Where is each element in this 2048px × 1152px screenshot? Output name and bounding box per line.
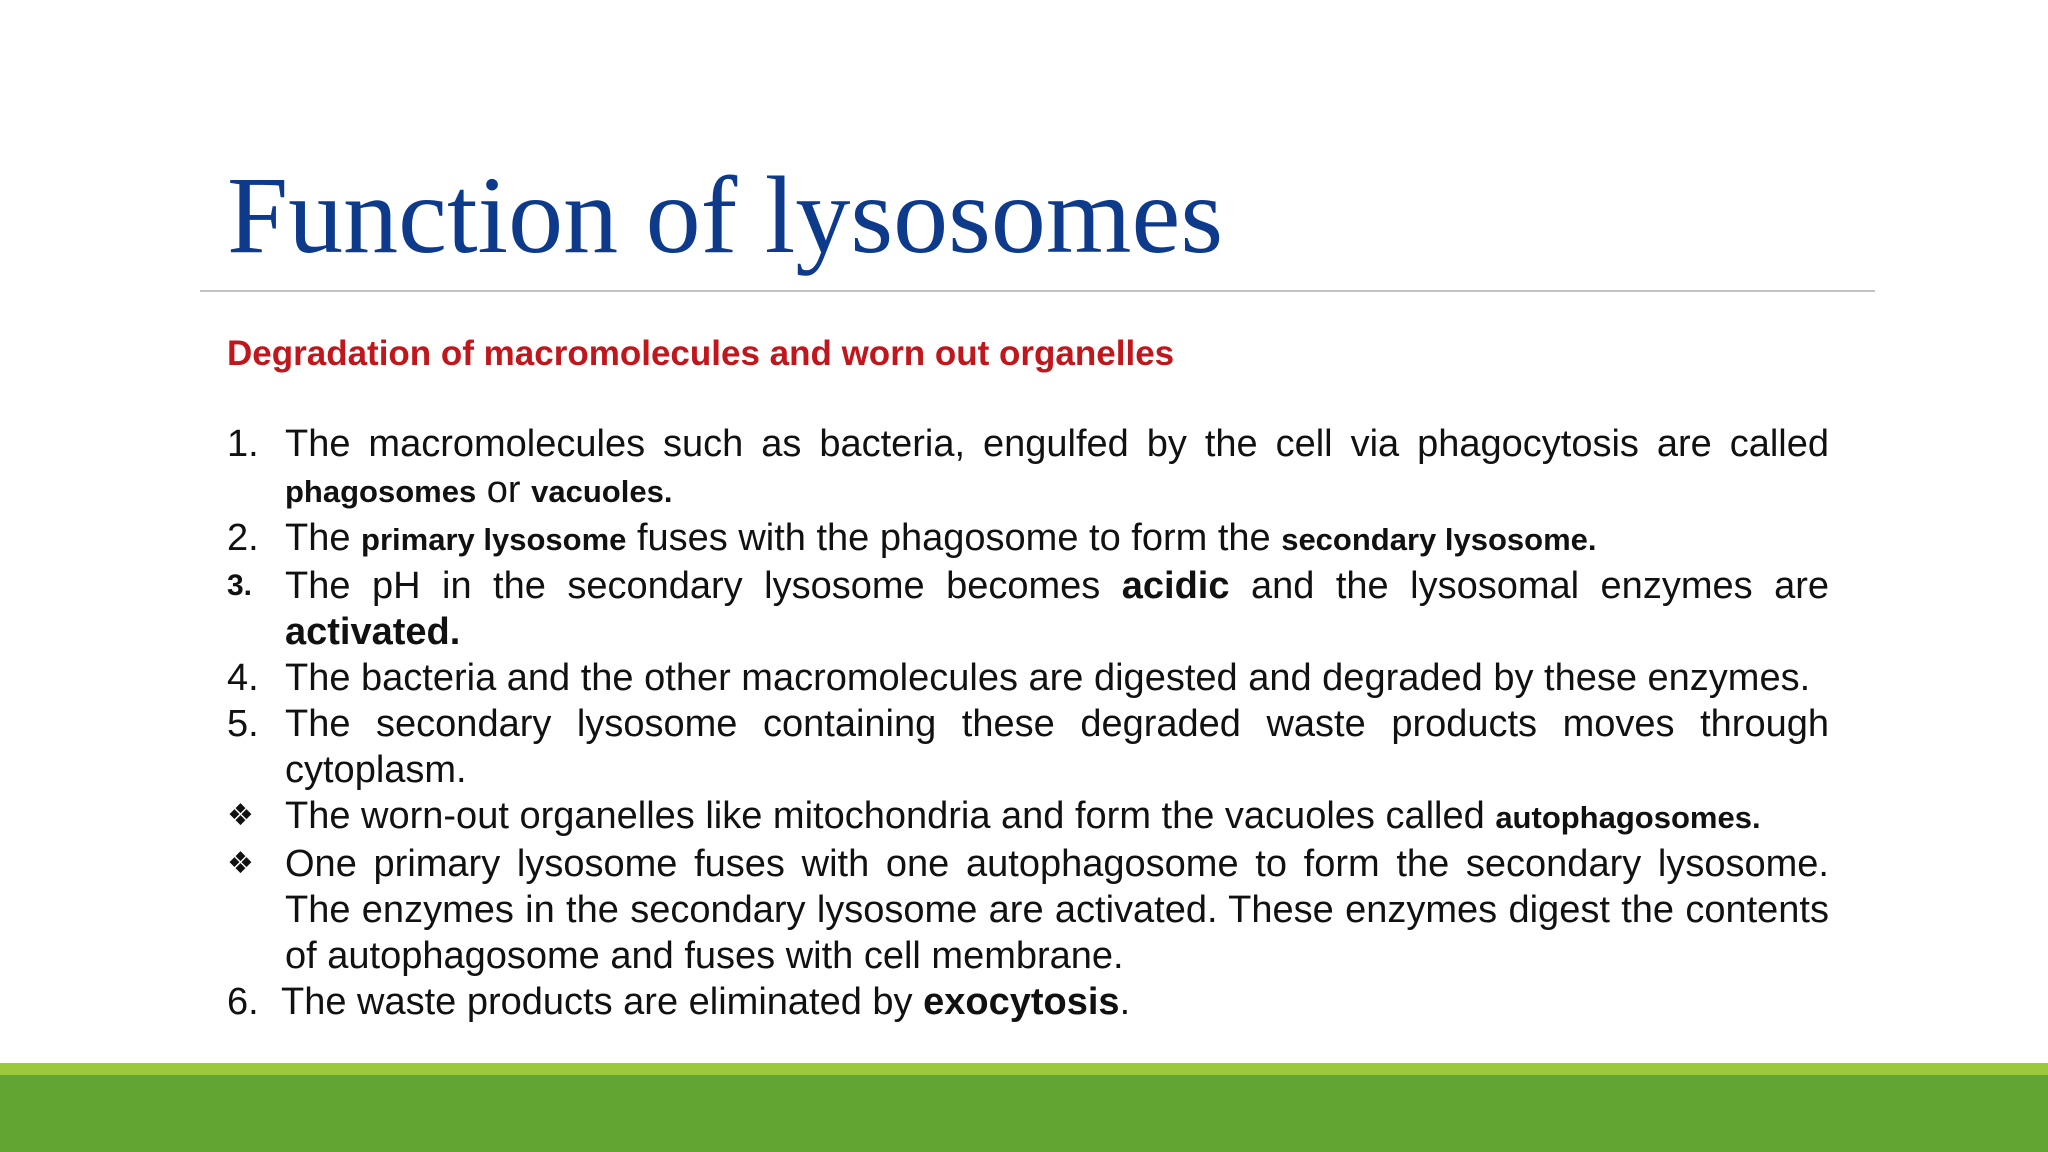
list-item-5: 5. The secondary lysosome containing these degraded waste products moves through cytoplasm.	[227, 703, 1829, 791]
item-number: 3.	[227, 569, 253, 602]
list-item-1: 1. The macromolecules such as bacteria, engulfed by the cell via phagocytosis are called phagosomes or vacuoles.	[227, 423, 1829, 511]
list-item-3: 3. The pH in the secondary lysosome becomes acidic and the lysosomal enzymes are activated.	[227, 565, 1829, 653]
bold-term: activated.	[285, 611, 461, 653]
list-item-2: 2. The primary lysosome fuses with the phagosome to form the secondary lysosome.	[227, 517, 1597, 559]
footer-band	[0, 1075, 2048, 1152]
slide-subtitle: Degradation of macromolecules and worn out organelles	[227, 334, 1175, 373]
item-number: 1.	[227, 423, 259, 465]
bold-term: phagosomes	[285, 474, 477, 509]
item-number: 4.	[227, 657, 259, 699]
diamond-bullet-icon: ❖	[227, 799, 254, 832]
bold-term: primary lysosome	[361, 522, 627, 557]
bold-term: autophagosomes.	[1495, 800, 1761, 835]
item-number: 5.	[227, 703, 259, 745]
bold-term: exocytosis	[923, 981, 1120, 1023]
diamond-bullet-icon: ❖	[227, 847, 254, 880]
bold-term: vacuoles.	[531, 474, 673, 509]
slide-title: Function of lysosomes	[227, 154, 1224, 276]
item-number: 6.	[227, 981, 259, 1023]
bullet-item-2: ❖ One primary lysosome fuses with one autophagosome to form the secondary lysosome. The enzymes in the secondary lysosome are activated. These enzymes digest the contents of autophagosome and fuses with cell membrane.	[227, 843, 1829, 977]
title-divider	[200, 290, 1875, 292]
bold-term: secondary lysosome.	[1281, 522, 1597, 557]
footer-band-highlight	[0, 1063, 2048, 1075]
item-number: 2.	[227, 517, 259, 559]
bold-term: acidic	[1121, 565, 1230, 607]
list-item-6: 6. The waste products are eliminated by exocytosis.	[227, 981, 1131, 1023]
content-list	[227, 421, 1829, 1025]
bullet-item-1: ❖ The worn-out organelles like mitochondria and form the vacuoles called autophagosomes.	[227, 795, 1761, 837]
list-item-4: 4. The bacteria and the other macromolecules are digested and degraded by these enzymes.	[227, 657, 1811, 699]
